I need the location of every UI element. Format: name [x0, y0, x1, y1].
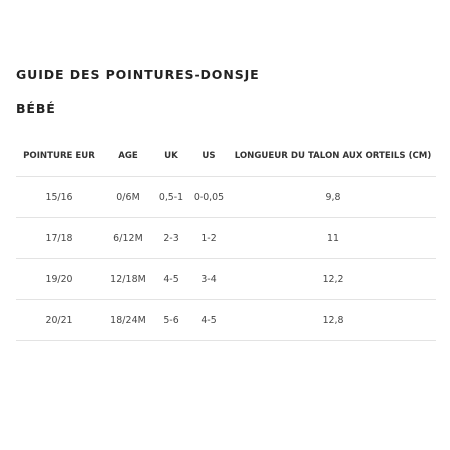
header-age: AGE [102, 136, 154, 177]
cell-us-size: 0-0,05 [188, 177, 230, 218]
cell-age: 6/12M [102, 218, 154, 259]
header-eur-size: POINTURE EUR [16, 136, 102, 177]
cell-age: 18/24M [102, 300, 154, 341]
cell-length: 11 [230, 218, 436, 259]
cell-eur-size: 20/21 [16, 300, 102, 341]
table-row [16, 300, 436, 341]
cell-uk-size: 2-3 [154, 218, 188, 259]
cell-us-size: 4-5 [188, 300, 230, 341]
table-row [16, 259, 436, 300]
cell-length: 9,8 [230, 177, 436, 218]
cell-us-size: 1-2 [188, 218, 230, 259]
page-title: GUIDE DES POINTURES-DONSJE [16, 67, 260, 82]
header-us-size: US [188, 136, 230, 177]
cell-length: 12,2 [230, 259, 436, 300]
table-header-row [16, 136, 436, 177]
table-row [16, 218, 436, 259]
size-guide-table [16, 136, 436, 341]
table-row [16, 177, 436, 218]
section-title-baby: BÉBÉ [16, 101, 56, 116]
cell-length: 12,8 [230, 300, 436, 341]
cell-age: 0/6M [102, 177, 154, 218]
cell-eur-size: 17/18 [16, 218, 102, 259]
cell-uk-size: 5-6 [154, 300, 188, 341]
cell-eur-size: 19/20 [16, 259, 102, 300]
header-uk-size: UK [154, 136, 188, 177]
cell-uk-size: 0,5-1 [154, 177, 188, 218]
cell-us-size: 3-4 [188, 259, 230, 300]
cell-uk-size: 4-5 [154, 259, 188, 300]
cell-age: 12/18M [102, 259, 154, 300]
cell-eur-size: 15/16 [16, 177, 102, 218]
header-heel-toe-length: LONGUEUR DU TALON AUX ORTEILS (CM) [230, 136, 436, 177]
